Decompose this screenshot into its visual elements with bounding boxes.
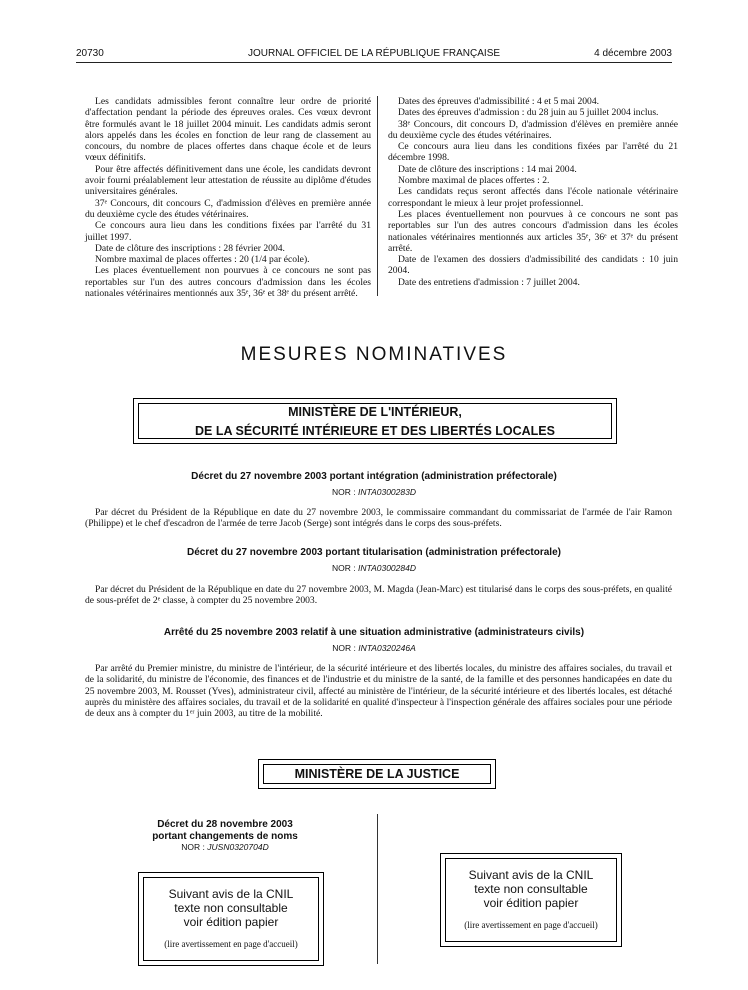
decree-title: Décret du 27 novembre 2003 portant titularisation (administration préfectorale): [187, 547, 561, 558]
cnil-line-1: Suivant avis de la CNIL: [468, 868, 594, 882]
nor-label: NOR :: [332, 563, 356, 573]
section-title: MESURES NOMINATIVES: [240, 344, 508, 365]
cnil-line-3: voir édition papier: [183, 915, 279, 929]
decree-body: Par arrêté du Premier ministre, du ministre de l'intérieur, de la sécurité intérieure et des libertés locales, du ministre des affaires sociales, du travail et de la solidarité, du ministre de l'économie, des finances et de l'industrie et du ministre de la santé, de la famille et des personnes handicapées en date du 25 novembre 2003, M. Rousset (Yves), administrateur civil, affecté au ministère de l'intérieur, de la sécurité intérieure et des libertés locales, est détaché auprès du ministère des affaires sociales, du travail et de la solidarité en qualité d'inspecteur à l'inspection générale des affaires sociales pour une période de deux ans à compter du 1ᵉʳ juin 2003, au titre de la mobilité.: [85, 663, 672, 720]
paragraph: Date des entretiens d'admission : 7 juillet 2004.: [398, 276, 580, 288]
cnil-line-2: texte non consultable: [474, 882, 588, 896]
nor-label: NOR :: [332, 643, 356, 653]
nor-code: JUSN0320704D: [207, 842, 269, 852]
column-separator: [377, 814, 378, 964]
decree-title: Décret du 27 novembre 2003 portant intégration (administration préfectorale): [191, 471, 557, 482]
ministry-line-2: DE LA SÉCURITÉ INTÉRIEURE ET DES LIBERTÉS LOCALES: [195, 424, 555, 438]
cnil-notice-text: [441, 868, 621, 930]
cnil-notice-box: [138, 872, 324, 966]
journal-title: JOURNAL OFFICIEL DE LA RÉPUBLIQUE FRANÇAISE: [247, 48, 501, 59]
paragraph: 38ᵉ Concours, dit concours D, d'admission d'élèves en première année du deuxième cycle des études vétérinaires.: [388, 118, 678, 141]
ministry-name: [134, 403, 616, 441]
cnil-line-1: Suivant avis de la CNIL: [168, 887, 294, 901]
paragraph: Pour être affectés définitivement dans une école, les candidats devront avoir fourni préalablement leur attestation de réussite au diplôme d'études universitaires générales.: [85, 163, 371, 198]
ministry-line-1: MINISTÈRE DE L'INTÉRIEUR,: [288, 405, 462, 419]
nor-code: INTA0300284D: [358, 563, 416, 573]
paragraph: Dates des épreuves d'admission : du 28 juin au 5 juillet 2004 inclus.: [398, 107, 659, 119]
nor-line: [0, 643, 748, 653]
paragraph: Ce concours aura lieu dans les conditions fixées par l'arrêté du 21 décembre 1998.: [388, 141, 678, 164]
nor-line: [0, 563, 748, 573]
ministry-justice-box: [258, 759, 496, 789]
nor-line: [0, 487, 748, 497]
paragraph: Nombre maximal de places offertes : 20 (1/4 par école).: [95, 254, 310, 266]
decree-body: Par décret du Président de la République en date du 27 novembre 2003, le commissaire commandant du commissariat de l'armée de l'air Ramon (Philippe) et le chef d'escadron de l'armée de terre Jacob (Serge) sont intégrés dans le corps des sous-préfets.: [85, 507, 672, 530]
ministry-name: MINISTÈRE DE LA JUSTICE: [294, 767, 460, 781]
paragraph: Les candidats admissibles feront connaître leur ordre de priorité d'affectation pendant la période des épreuves orales. Ces vœux devront être formulés avant le 18 juillet 2004 minuit. Les candidats admis seront alors appelés dans les écoles en fonction de leur rang de classement au concours, du nombre de places offertes dans chaque école et de leurs vœux définitifs.: [85, 96, 371, 164]
cnil-line-4: (lire avertissement en page d'accueil): [164, 939, 298, 949]
justice-decree-heading: [140, 819, 310, 854]
column-separator: [377, 96, 378, 296]
paragraph: Nombre maximal de places offertes : 2.: [398, 175, 550, 187]
nor-line: [140, 842, 310, 854]
paragraph: Les places éventuellement non pourvues à ce concours ne sont pas reportables sur l'un des autres concours d'admission dans les écoles nationales vétérinaires mentionnés aux articles 35ᵉ, 36ᵉ et 37ᵉ du présent arrêté.: [388, 208, 678, 254]
paragraph: 37ᵉ Concours, dit concours C, d'admission d'élèves en première année du deuxième cycle des études vétérinaires.: [85, 197, 371, 220]
decree-title-line-1: Décret du 28 novembre 2003: [157, 819, 293, 830]
paragraph: Date de clôture des inscriptions : 14 mai 2004.: [398, 163, 577, 175]
paragraph: Ce concours aura lieu dans les conditions fixées par l'arrêté du 31 juillet 1997.: [85, 220, 371, 243]
right-column: [388, 96, 678, 288]
paragraph: Les places éventuellement non pourvues à ce concours ne sont pas reportables sur l'un des autres concours d'admission dans les écoles nationales vétérinaires mentionnés aux 35ᵉ, 36ᵉ et 38ᵉ du présent arrêté.: [85, 265, 371, 300]
nor-label: NOR :: [332, 487, 356, 497]
issue-date: 4 décembre 2003: [594, 48, 672, 59]
cnil-notice-text: [139, 887, 323, 949]
cnil-line-2: texte non consultable: [174, 901, 288, 915]
paragraph: Dates des épreuves d'admissibilité : 4 et 5 mai 2004.: [398, 96, 600, 107]
paragraph: Date de l'examen des dossiers d'admissibilité des candidats : 10 juin 2004.: [388, 254, 678, 277]
paragraph: Les candidats reçus seront affectés dans l'école nationale vétérinaire correspondant le mieux à leur projet professionnel.: [388, 186, 678, 209]
nor-label: NOR :: [181, 842, 205, 852]
decree-body: Par décret du Président de la République en date du 27 novembre 2003, M. Magda (Jean-Marc) est titularisé dans le corps des sous-préfets, en qualité de sous-préfet de 2ᵉ classe, à compter du 25 novembre 2003.: [85, 584, 672, 607]
page-number: 20730: [76, 48, 104, 59]
cnil-notice-box: [440, 853, 622, 947]
left-column: [85, 96, 371, 299]
header-rule: [76, 62, 672, 63]
decree-title: Arrêté du 25 novembre 2003 relatif à une situation administrative (administrateurs civils): [163, 627, 585, 638]
cnil-line-3: voir édition papier: [483, 896, 579, 910]
decree-title-line-2: portant changements de noms: [152, 830, 298, 842]
page-header: [76, 48, 672, 62]
paragraph: Date de clôture des inscriptions : 28 février 2004.: [95, 242, 285, 254]
ministry-interieur-box: [133, 398, 617, 444]
cnil-line-4: (lire avertissement en page d'accueil): [464, 920, 598, 930]
nor-code: INTA0320246A: [358, 643, 416, 653]
nor-code: INTA0300283D: [358, 487, 416, 497]
